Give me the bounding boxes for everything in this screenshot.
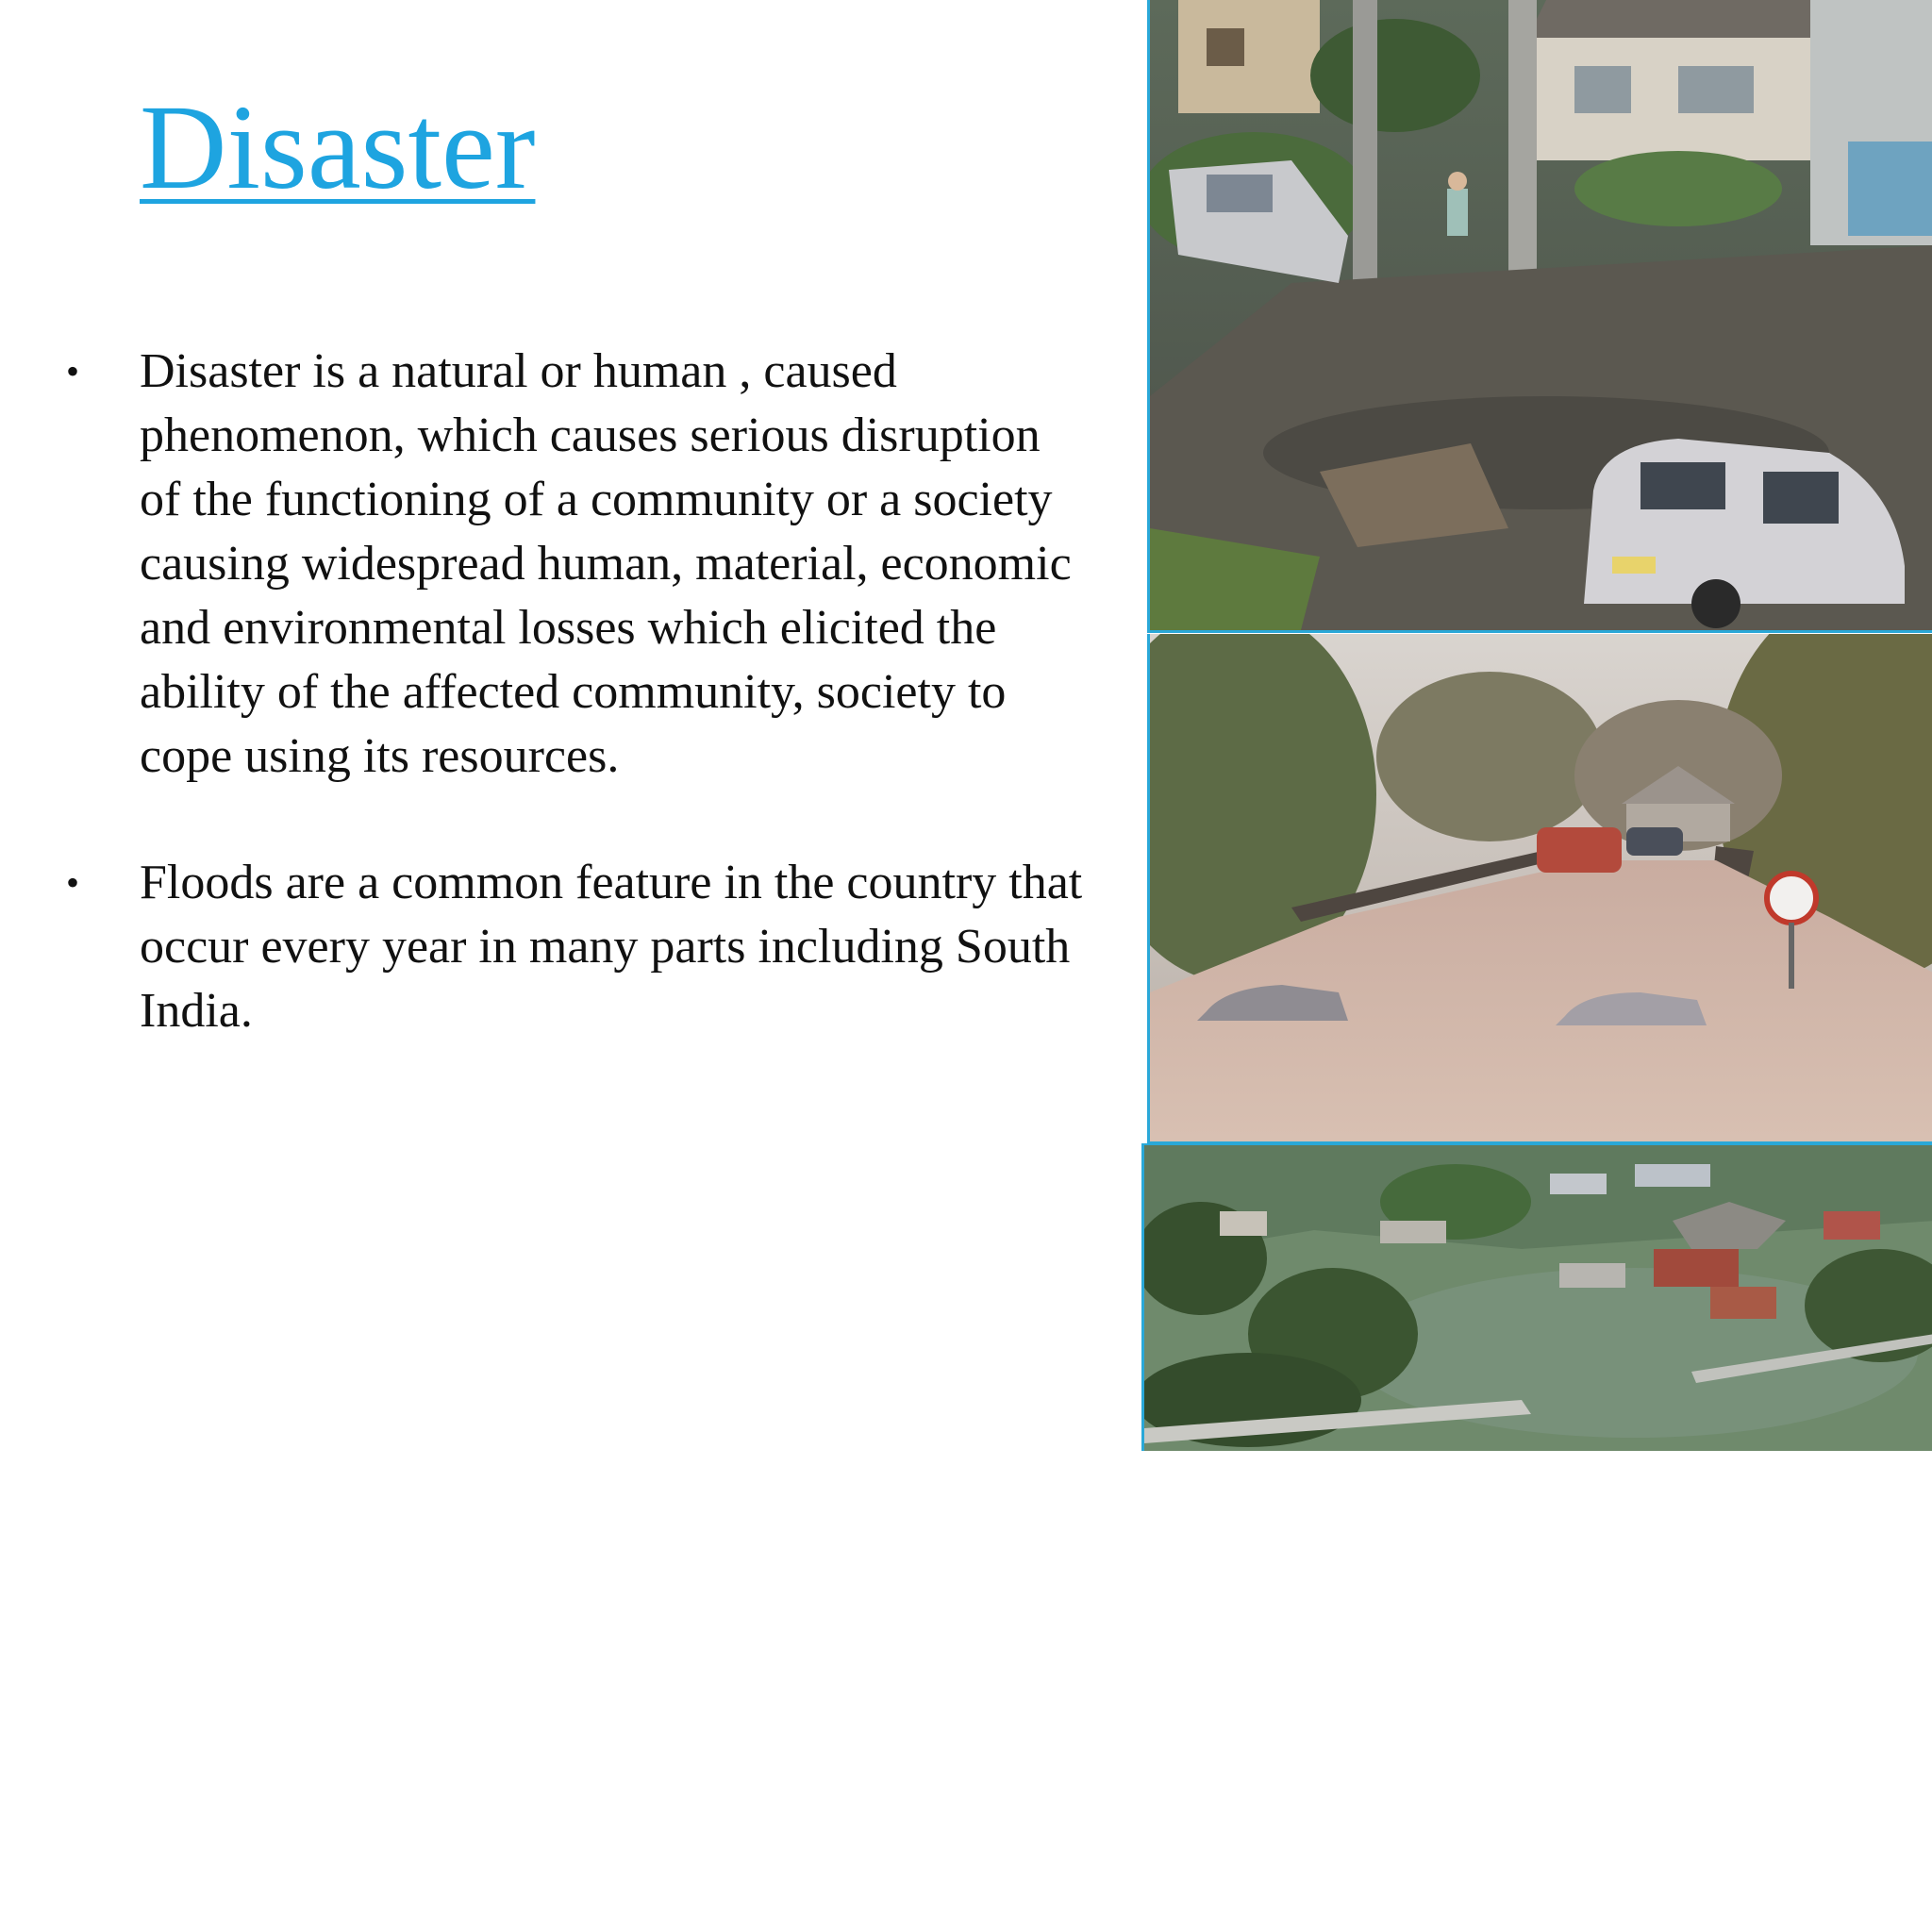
flooded-bridge-road-photo: [1147, 634, 1932, 1144]
bullet-item-disaster-definition: [66, 340, 1085, 789]
bullet-dot-icon: •: [66, 350, 80, 392]
bullet-item-floods: [66, 851, 1085, 1043]
bullet-dot-icon: •: [66, 861, 80, 904]
bullet-text: Disaster is a natural or human , caused phenomenon, which causes serious disruption of the functioning of a community or a society causing widespread human, material, economic and environmental losses which elicited the ability of the affected community, society to cope using its resources.: [140, 344, 1072, 783]
flooded-street-wrecked-cars-photo: [1147, 0, 1932, 633]
bullet-text: Floods are a common feature in the country that occur every year in many parts including South India.: [140, 856, 1083, 1038]
slide-title: Disaster: [140, 80, 536, 214]
bullet-list: [66, 340, 1085, 1106]
aerial-flooded-neighborhood-photo: [1141, 1143, 1932, 1451]
